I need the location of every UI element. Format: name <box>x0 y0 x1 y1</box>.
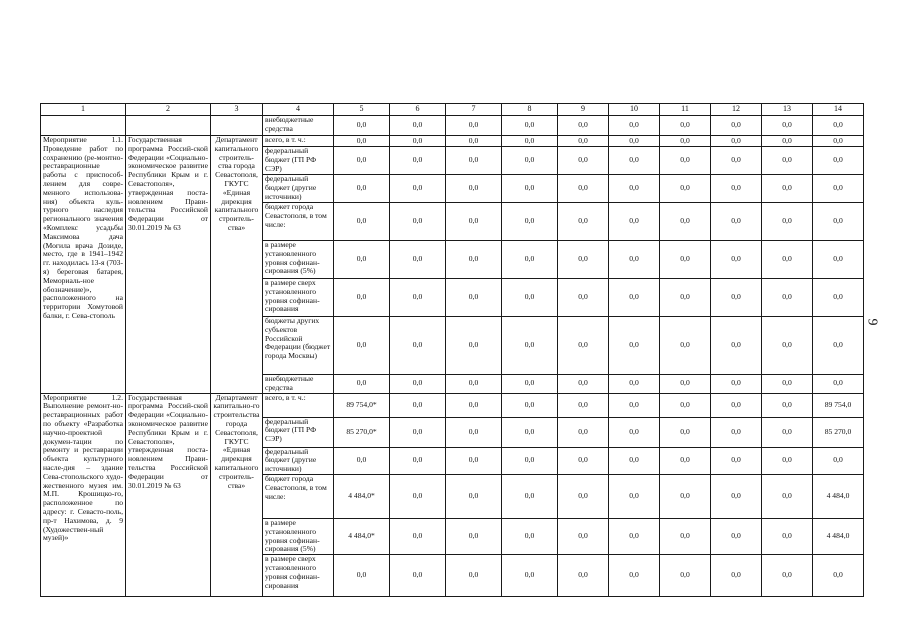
executor-name: Департамент капитального строитель-ства города Севастополя, ГКУГС «Единая дирекция капитального строитель-ства» <box>211 136 263 394</box>
value-cell: 0,0 <box>558 555 609 597</box>
value-cell: 0,0 <box>813 116 864 136</box>
value-cell: 0,0 <box>334 375 390 394</box>
value-cell: 0,0 <box>813 147 864 175</box>
value-cell: 0,0 <box>334 317 390 375</box>
value-cell: 0,0 <box>711 518 762 554</box>
value-cell: 0,0 <box>502 317 558 375</box>
value-cell: 0,0 <box>660 175 711 203</box>
column-header: 7 <box>446 104 502 116</box>
source-label: федеральный бюджет (ГП РФ СЭР) <box>263 417 334 447</box>
value-cell: 0,0 <box>334 279 390 317</box>
value-cell: 0,0 <box>609 518 660 554</box>
value-cell: 0,0 <box>502 518 558 554</box>
value-cell: 0,0 <box>762 279 813 317</box>
value-cell: 0,0 <box>660 136 711 147</box>
value-cell: 0,0 <box>390 474 446 518</box>
value-cell: 0,0 <box>390 241 446 279</box>
value-cell: 0,0 <box>711 393 762 417</box>
value-cell: 0,0 <box>446 203 502 241</box>
source-label: в размере установленного уровня софинан-сирования (5%) <box>263 518 334 554</box>
measure-name: Мероприятие 1.1. Проведение работ по сохранению (ре-монтно-реставрационные работы с приспособ-лением для совре-менного использова-ния) объекта куль-турного наследия регионального значения «Комплекс усадьбы Максимова дача (Могила врача Дозиде, место, где в 1941–1942 гг. находилась 13-я (703-я) береговая батарея, Мемориаль-ное обозначение)», расположенного на территории Хомутовой балки, г. Сева-стополь <box>41 136 126 394</box>
value-cell: 0,0 <box>446 116 502 136</box>
value-cell: 0,0 <box>502 555 558 597</box>
value-cell: 0,0 <box>762 203 813 241</box>
column-header: 5 <box>334 104 390 116</box>
value-cell: 0,0 <box>813 175 864 203</box>
source-label: в размере установленного уровня софинан-сирования (5%) <box>263 241 334 279</box>
value-cell: 0,0 <box>711 417 762 447</box>
value-cell: 0,0 <box>446 317 502 375</box>
value-cell: 0,0 <box>711 279 762 317</box>
value-cell: 0,0 <box>446 136 502 147</box>
table-row <box>41 116 864 136</box>
value-cell: 0,0 <box>813 447 864 474</box>
empty-cell <box>211 116 263 136</box>
column-header: 11 <box>660 104 711 116</box>
value-cell: 0,0 <box>502 393 558 417</box>
value-cell: 0,0 <box>762 555 813 597</box>
budget-table <box>40 103 864 597</box>
value-cell: 0,0 <box>558 203 609 241</box>
value-cell: 0,0 <box>446 393 502 417</box>
value-cell: 0,0 <box>762 136 813 147</box>
value-cell: 0,0 <box>446 474 502 518</box>
value-cell: 0,0 <box>558 241 609 279</box>
executor-name: Департамент капитально-го строительства города Севастополя, ГКУГС «Единая дирекция капитального строитель-ства» <box>211 393 263 597</box>
value-cell: 0,0 <box>558 175 609 203</box>
value-cell: 0,0 <box>334 203 390 241</box>
value-cell: 0,0 <box>813 375 864 394</box>
value-cell: 0,0 <box>762 147 813 175</box>
value-cell: 0,0 <box>446 175 502 203</box>
value-cell: 0,0 <box>609 241 660 279</box>
value-cell: 0,0 <box>390 116 446 136</box>
value-cell: 4 484,0 <box>813 474 864 518</box>
value-cell: 0,0 <box>334 175 390 203</box>
value-cell: 0,0 <box>711 136 762 147</box>
value-cell: 4 484,0* <box>334 474 390 518</box>
value-cell: 0,0 <box>711 116 762 136</box>
value-cell: 0,0 <box>502 375 558 394</box>
column-header: 2 <box>126 104 211 116</box>
program-name: Государственная программа Россий-ской Федерации «Социально-экономическое развитие Республики Крым и г. Севастополя», утвержденная поста-новлением Прави-тельства Российской Федерации от 30.01.2019 № 63 <box>126 136 211 394</box>
source-label: всего, в т. ч.: <box>263 136 334 147</box>
value-cell: 0,0 <box>390 555 446 597</box>
value-cell: 0,0 <box>711 203 762 241</box>
source-label: всего, в т. ч.: <box>263 393 334 417</box>
value-cell: 0,0 <box>711 447 762 474</box>
value-cell: 0,0 <box>390 317 446 375</box>
value-cell: 0,0 <box>711 175 762 203</box>
source-label: федеральный бюджет (ГП РФ СЭР) <box>263 147 334 175</box>
source-label: внебюджетные средства <box>263 375 334 394</box>
column-header: 6 <box>390 104 446 116</box>
column-header: 3 <box>211 104 263 116</box>
measure-name: Мероприятие 1.2. Выполнение ремонт-но-реставрационных работ по объекту «Разработка научно-проектной докумен-тации по ремонту и реставрации объекта культурного насле-дия – здание Сева-стопольского худо-жественного музея им. М.П. Крошицко-го, расположенное по адресу: г. Севасто-поль, пр-т Нахимова, д. 9 (Художествен-ный музей)» <box>41 393 126 597</box>
value-cell: 0,0 <box>660 241 711 279</box>
value-cell: 0,0 <box>390 147 446 175</box>
value-cell: 0,0 <box>609 147 660 175</box>
value-cell: 0,0 <box>334 447 390 474</box>
value-cell: 0,0 <box>502 241 558 279</box>
value-cell: 0,0 <box>609 203 660 241</box>
value-cell: 0,0 <box>390 279 446 317</box>
value-cell: 0,0 <box>502 147 558 175</box>
value-cell: 0,0 <box>660 393 711 417</box>
value-cell: 0,0 <box>446 555 502 597</box>
value-cell: 0,0 <box>609 116 660 136</box>
column-header: 8 <box>502 104 558 116</box>
value-cell: 0,0 <box>334 241 390 279</box>
value-cell: 0,0 <box>609 317 660 375</box>
value-cell: 0,0 <box>711 317 762 375</box>
value-cell: 0,0 <box>502 474 558 518</box>
value-cell: 0,0 <box>660 317 711 375</box>
value-cell: 0,0 <box>813 136 864 147</box>
value-cell: 0,0 <box>390 417 446 447</box>
column-header: 12 <box>711 104 762 116</box>
value-cell: 0,0 <box>446 417 502 447</box>
value-cell: 0,0 <box>609 393 660 417</box>
value-cell: 0,0 <box>446 375 502 394</box>
value-cell: 0,0 <box>390 447 446 474</box>
value-cell: 0,0 <box>762 447 813 474</box>
value-cell: 0,0 <box>446 147 502 175</box>
value-cell: 0,0 <box>813 241 864 279</box>
value-cell: 0,0 <box>334 147 390 175</box>
column-header: 4 <box>263 104 334 116</box>
value-cell: 0,0 <box>762 375 813 394</box>
value-cell: 0,0 <box>558 136 609 147</box>
value-cell: 0,0 <box>558 474 609 518</box>
value-cell: 0,0 <box>813 279 864 317</box>
value-cell: 0,0 <box>502 203 558 241</box>
value-cell: 0,0 <box>609 447 660 474</box>
column-header: 9 <box>558 104 609 116</box>
value-cell: 0,0 <box>502 417 558 447</box>
value-cell: 0,0 <box>660 279 711 317</box>
value-cell: 0,0 <box>390 136 446 147</box>
value-cell: 0,0 <box>762 116 813 136</box>
value-cell: 0,0 <box>446 241 502 279</box>
value-cell: 0,0 <box>502 175 558 203</box>
value-cell: 0,0 <box>334 555 390 597</box>
value-cell: 4 484,0 <box>813 518 864 554</box>
source-label: в размере сверх установленного уровня софинан-сирования <box>263 279 334 317</box>
value-cell: 0,0 <box>762 417 813 447</box>
value-cell: 0,0 <box>390 203 446 241</box>
value-cell: 0,0 <box>762 393 813 417</box>
value-cell: 4 484,0* <box>334 518 390 554</box>
column-header: 10 <box>609 104 660 116</box>
value-cell: 85 270,0 <box>813 417 864 447</box>
value-cell: 0,0 <box>609 136 660 147</box>
source-label: бюджет города Севастополя, в том числе: <box>263 474 334 518</box>
value-cell: 0,0 <box>390 393 446 417</box>
value-cell: 0,0 <box>558 447 609 474</box>
value-cell: 0,0 <box>660 417 711 447</box>
value-cell: 0,0 <box>558 116 609 136</box>
value-cell: 0,0 <box>609 417 660 447</box>
value-cell: 0,0 <box>558 518 609 554</box>
empty-cell <box>126 116 211 136</box>
value-cell: 0,0 <box>390 175 446 203</box>
value-cell: 0,0 <box>609 555 660 597</box>
source-label: федеральный бюджет (другие источники) <box>263 447 334 474</box>
value-cell: 0,0 <box>660 474 711 518</box>
value-cell: 0,0 <box>502 447 558 474</box>
value-cell: 0,0 <box>446 518 502 554</box>
empty-cell <box>41 116 126 136</box>
value-cell: 0,0 <box>502 279 558 317</box>
value-cell: 0,0 <box>609 279 660 317</box>
value-cell: 89 754,0* <box>334 393 390 417</box>
value-cell: 0,0 <box>762 241 813 279</box>
value-cell: 0,0 <box>762 518 813 554</box>
value-cell: 0,0 <box>609 175 660 203</box>
value-cell: 0,0 <box>660 518 711 554</box>
value-cell: 0,0 <box>660 555 711 597</box>
value-cell: 89 754,0 <box>813 393 864 417</box>
column-header: 1 <box>41 104 126 116</box>
value-cell: 0,0 <box>558 317 609 375</box>
page-number: 9 <box>864 318 880 326</box>
value-cell: 0,0 <box>762 175 813 203</box>
source-label: бюджеты других субъектов Российской Федерации (бюджет города Москвы) <box>263 317 334 375</box>
column-header: 13 <box>762 104 813 116</box>
value-cell: 0,0 <box>558 393 609 417</box>
value-cell: 0,0 <box>660 447 711 474</box>
value-cell: 0,0 <box>558 417 609 447</box>
value-cell: 0,0 <box>711 147 762 175</box>
value-cell: 0,0 <box>390 375 446 394</box>
value-cell: 0,0 <box>609 375 660 394</box>
column-header: 14 <box>813 104 864 116</box>
table-row <box>41 393 864 417</box>
value-cell: 0,0 <box>711 474 762 518</box>
value-cell: 0,0 <box>502 136 558 147</box>
value-cell: 0,0 <box>609 474 660 518</box>
value-cell: 0,0 <box>660 147 711 175</box>
value-cell: 0,0 <box>711 375 762 394</box>
value-cell: 0,0 <box>711 555 762 597</box>
value-cell: 0,0 <box>660 375 711 394</box>
value-cell: 0,0 <box>558 147 609 175</box>
value-cell: 0,0 <box>660 116 711 136</box>
value-cell: 85 270,0* <box>334 417 390 447</box>
value-cell: 0,0 <box>558 279 609 317</box>
column-header-row <box>41 104 864 116</box>
value-cell: 0,0 <box>446 447 502 474</box>
program-name: Государственная программа Россий-ской Федерации «Социально-экономическое развитие Республики Крым и г. Севастополя», утвержденная поста-новлением Прави-тельства Российской Федерации от 30.01.2019 № 63 <box>126 393 211 597</box>
value-cell: 0,0 <box>446 279 502 317</box>
value-cell: 0,0 <box>558 375 609 394</box>
value-cell: 0,0 <box>502 116 558 136</box>
value-cell: 0,0 <box>762 317 813 375</box>
table-row <box>41 136 864 147</box>
value-cell: 0,0 <box>334 116 390 136</box>
value-cell: 0,0 <box>813 317 864 375</box>
value-cell: 0,0 <box>762 474 813 518</box>
source-label: бюджет города Севастополя, в том числе: <box>263 203 334 241</box>
value-cell: 0,0 <box>711 241 762 279</box>
source-label: внебюджетные средства <box>263 116 334 136</box>
value-cell: 0,0 <box>813 203 864 241</box>
source-label: в размере сверх установленного уровня софинан-сирования <box>263 555 334 597</box>
value-cell: 0,0 <box>813 555 864 597</box>
source-label: федеральный бюджет (другие источники) <box>263 175 334 203</box>
value-cell: 0,0 <box>390 518 446 554</box>
value-cell: 0,0 <box>334 136 390 147</box>
value-cell: 0,0 <box>660 203 711 241</box>
